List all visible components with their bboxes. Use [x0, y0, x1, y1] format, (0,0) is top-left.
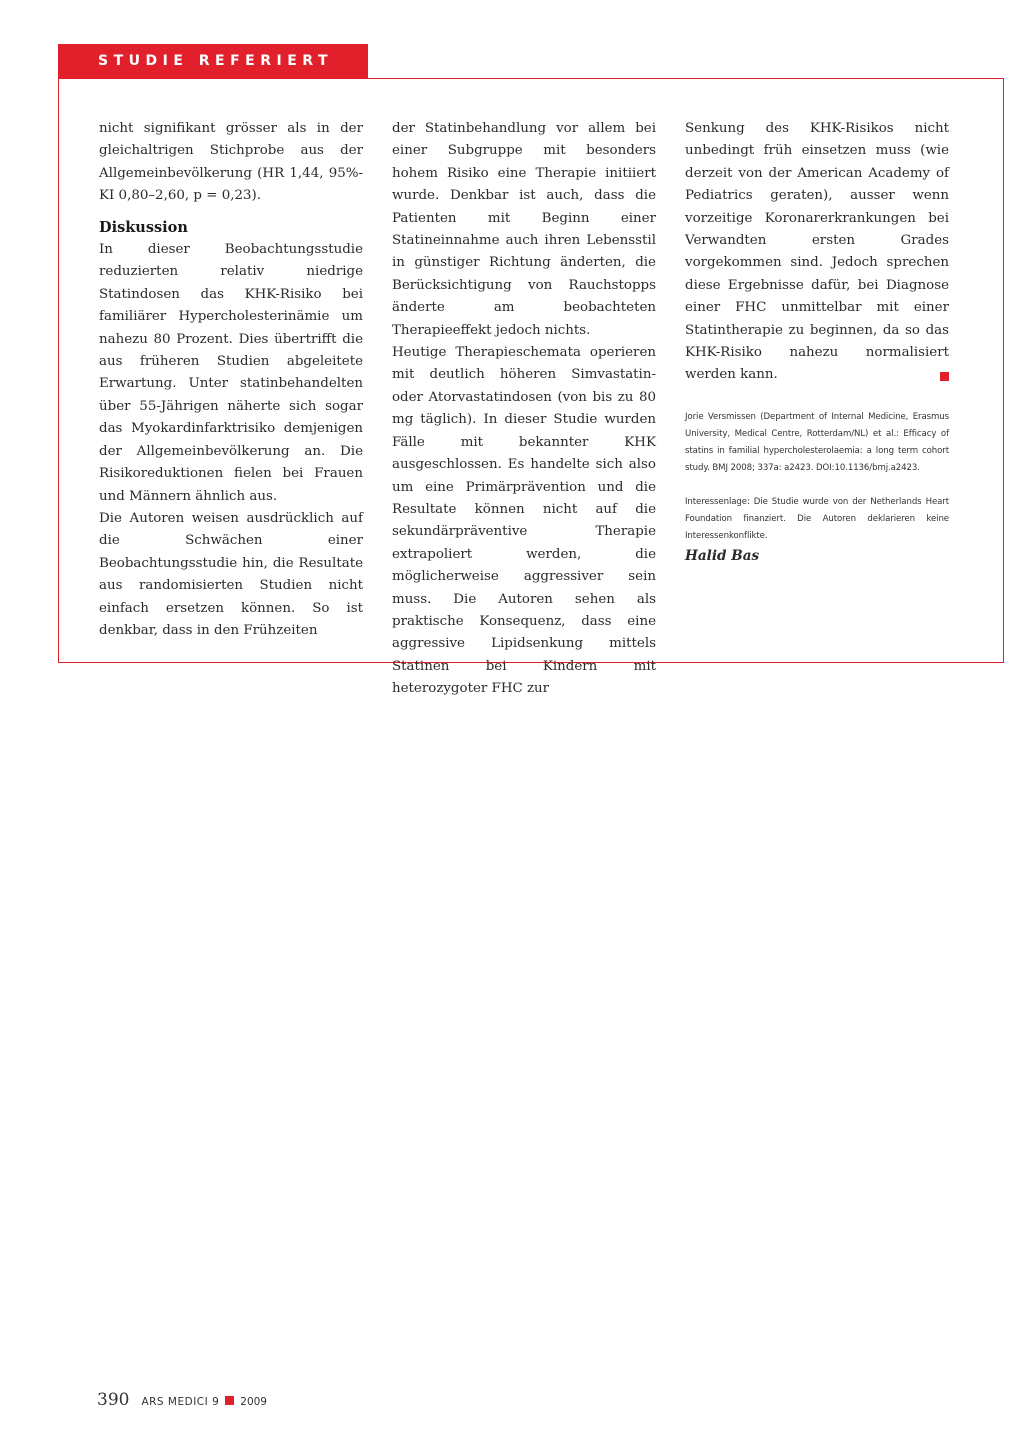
section-heading: Diskussion: [99, 218, 188, 236]
text-column-1: [99, 118, 363, 642]
text-column-2: [392, 118, 656, 701]
publication-year: 2009: [240, 1396, 267, 1408]
journal-name: ARS MEDICI 9: [141, 1396, 220, 1408]
paragraph: nicht signifikant grösser als in der gleichaltrigen Stichprobe aus der Allgemeinbevölkerung (HR 1,44, 95%-KI 0,80–2,60, p = 0,23).: [99, 121, 363, 204]
text-column-3: [685, 118, 949, 567]
page-footer: [97, 1390, 267, 1414]
section-header-tab: [58, 44, 368, 78]
separator-square-icon: [225, 1396, 234, 1405]
page-number: 390: [97, 1390, 130, 1410]
section-label: STUDIE REFERIERT: [98, 53, 333, 69]
paragraph: Senkung des KHK-Risikos nicht unbedingt früh einsetzen muss (wie derzeit von der American Academy of Pediatrics geraten), ausser wenn vorzeitige Koronarerkrankungen bei Verwandten ersten Grades vorgekommen sind. Jedoch sprechen diese Ergebnisse dafür, bei Diagnose einer FHC unmittelbar mit einer Statintherapie zu beginnen, da so das KHK-Risiko nahezu normalisiert werden kann.: [685, 121, 949, 383]
author-name: Halid Bas: [685, 547, 760, 564]
paragraph: In dieser Beobachtungsstudie reduzierten relativ niedrige Statindosen das KHK-Risiko bei familiärer Hypercholesterinämie um nahezu 80 Prozent. Dies übertrifft die aus früheren Studien abgeleitete Erwartung. Unter statinbehandelten über 55-Jährigen näherte sich sogar das Myokardinfarktrisiko demjenigen der Allgemeinbevölkerung an. Die Risikoreduktionen fielen bei Frauen und Männern ähnlich aus.: [99, 242, 363, 504]
end-of-article-mark: [940, 372, 949, 381]
reference-citation: Jorie Versmissen (Department of Internal Medicine, Erasmus University, Medical Centre, Rotterdam/NL) et al.: Efficacy of statins in familial hypercholesterolaemia: a long term cohort study. BMJ 2008; 337a: a2423. DOI:10.1136/bmj.a2423.: [685, 411, 949, 473]
paragraph: Heutige Therapieschemata operieren mit deutlich höheren Simvastatin- oder Atorvastatindosen (von bis zu 80 mg täglich). In dieser Studie wurden Fälle mit bekannter KHK ausgeschlossen. Es handelte sich also um eine Primärprävention und die Resultate können nicht auf die sekundärpräventive Therapie extrapoliert werden, die möglicherweise aggressiver sein muss. Die Autoren sehen als praktische Konsequenz, dass eine aggressive Lipidsenkung mittels Statinen bei Kindern mit heterozygoter FHC zur: [392, 345, 656, 697]
conflict-of-interest-note: Interessenlage: Die Studie wurde von der Netherlands Heart Foundation finanziert. Die Autoren deklarieren keine Interessenkonflikte.: [685, 496, 949, 541]
paragraph: der Statinbehandlung vor allem bei einer Subgruppe mit besonders hohem Risiko eine Therapie initiiert wurde. Denkbar ist auch, dass die Patienten mit Beginn einer Statineinnahme auch ihren Lebensstil in günstiger Richtung änderten, die Berücksichtigung von Rauchstopps änderte am beobachteten Therapieeffekt jedoch nichts.: [392, 121, 656, 338]
paragraph-wrapper: [685, 118, 949, 387]
paragraph: Die Autoren weisen ausdrücklich auf die Schwächen einer Beobachtungsstudie hin, die Resultate aus randomisierten Studien nicht einfach ersetzen können. So ist denkbar, dass in den Frühzeiten: [99, 510, 363, 638]
